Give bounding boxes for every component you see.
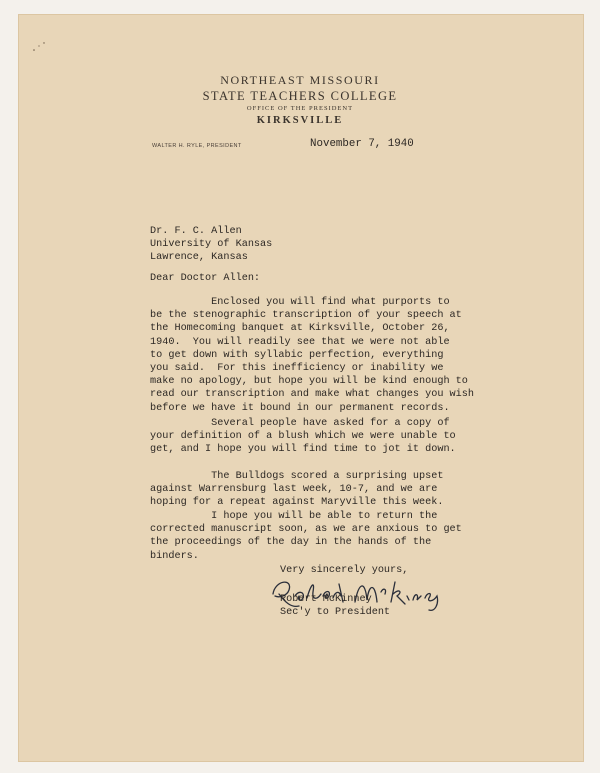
- paragraph-line: hoping for a repeat against Maryville this week.: [150, 497, 444, 509]
- paragraph-2: [150, 417, 456, 457]
- letterhead-president: WALTER H. RYLE, PRESIDENT: [152, 143, 242, 149]
- paragraph-3: [150, 470, 443, 510]
- paragraph-line: Several people have asked for a copy of: [150, 418, 450, 429]
- paragraph-1: [150, 296, 474, 415]
- recipient-address: [150, 225, 272, 265]
- letterhead-city: KIRKSVILLE: [256, 115, 344, 126]
- signature-block: [280, 593, 390, 619]
- salutation: Dear Doctor Allen:: [150, 273, 261, 284]
- paragraph-line: the proceedings of the day in the hands of the: [150, 537, 432, 549]
- paragraph-line: I hope you will be able to return the: [150, 511, 438, 522]
- paragraph-line: get, and I hope you will find time to jot it down.: [150, 444, 456, 456]
- paragraph-line: 1940. You will readily see that we were not able: [150, 336, 450, 348]
- recipient-line: Lawrence, Kansas: [150, 252, 248, 264]
- paragraph-line: before we have it bound in our permanent records.: [150, 402, 450, 414]
- paper-specks: [30, 38, 70, 58]
- letter-date: November 7, 1940: [310, 138, 414, 150]
- paragraph-line: your definition of a blush which we were unable to: [150, 431, 456, 443]
- letterhead-line-1: NORTHEAST MISSOURI: [220, 73, 380, 87]
- paragraph-line: against Warrensburg last week, 10-7, and we are: [150, 484, 438, 496]
- recipient-line: Dr. F. C. Allen: [150, 226, 242, 237]
- paragraph-4: [150, 510, 462, 563]
- paragraph-line: to get down with syllabic perfection, everything: [150, 349, 444, 361]
- letterhead-office: OFFICE OF THE PRESIDENT: [246, 105, 354, 112]
- closing: Very sincerely yours,: [280, 565, 409, 576]
- signer-name: Robert McKinney: [280, 594, 372, 605]
- paragraph-line: The Bulldogs scored a surprising upset: [150, 471, 444, 482]
- paragraph-line: be the stenographic transcription of your speech at: [150, 310, 462, 322]
- signer-title: Sec'y to President: [280, 607, 391, 619]
- paragraph-line: Enclosed you will find what purports to: [150, 297, 450, 308]
- paragraph-line: the Homecoming banquet at Kirksville, October 26,: [150, 323, 450, 335]
- paragraph-line: corrected manuscript soon, as we are anxious to get: [150, 524, 462, 536]
- paragraph-line: make no apology, but hope you will be kind enough to: [150, 376, 468, 388]
- paragraph-line: binders.: [150, 550, 199, 562]
- letterhead-line-2: STATE TEACHERS COLLEGE: [202, 89, 398, 103]
- paragraph-line: read our transcription and make what changes you wish: [150, 389, 475, 401]
- recipient-line: University of Kansas: [150, 239, 273, 251]
- paragraph-line: you said. For this inefficiency or inability we: [150, 363, 444, 375]
